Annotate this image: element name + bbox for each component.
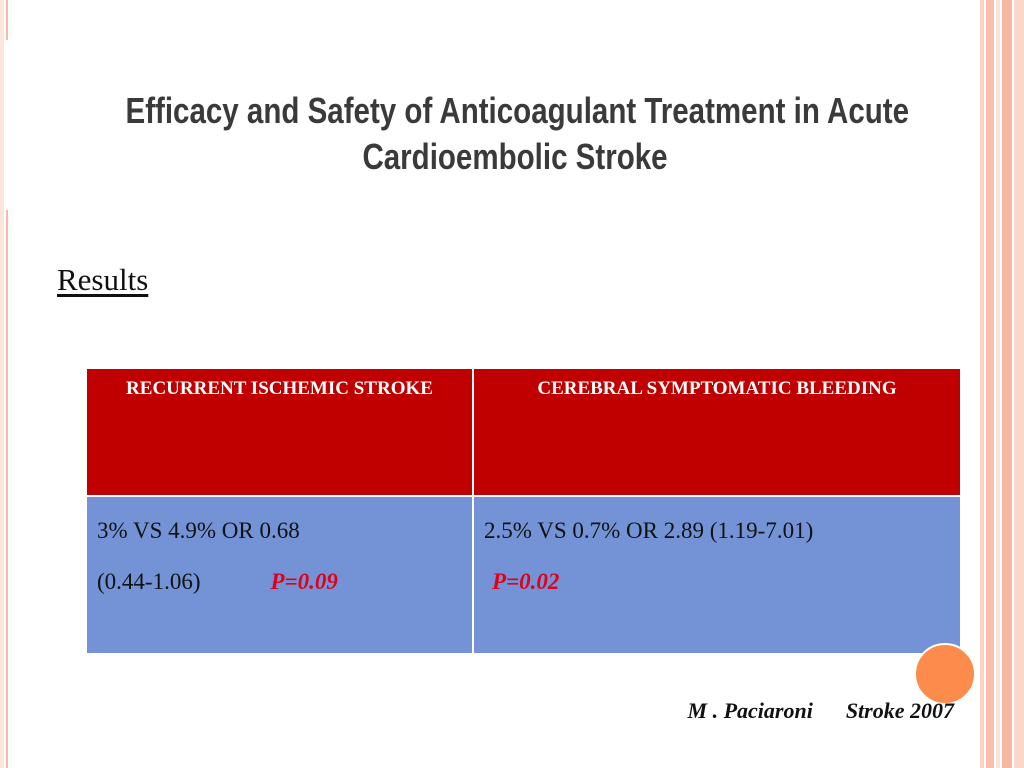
- table-row: [86, 496, 961, 654]
- cell-line: [97, 556, 462, 607]
- right-decor-bar: [996, 0, 1000, 768]
- table-header-row: [86, 368, 961, 496]
- right-decor-bar: [1002, 0, 1012, 768]
- left-decor-line: [6, 0, 8, 40]
- p-value: P=0.02: [492, 569, 560, 594]
- slide-title: [125, 88, 910, 180]
- slide-title-line2: Cardioembolic Stroke: [362, 136, 668, 177]
- cell-cerebral-bleeding: [473, 496, 961, 654]
- header-cerebral-bleeding: CEREBRAL SYMPTOMATIC BLEEDING: [473, 368, 961, 496]
- citation: [688, 698, 954, 724]
- citation-author: M . Paciaroni: [687, 698, 813, 723]
- confidence-interval: (0.44-1.06): [97, 569, 201, 594]
- p-value: P=0.09: [270, 569, 338, 594]
- header-recurrent-stroke: RECURRENT ISCHEMIC STROKE: [86, 368, 473, 496]
- right-decor-bar: [1014, 0, 1024, 768]
- citation-source: Stroke 2007: [845, 698, 954, 723]
- section-heading: Results: [57, 262, 149, 297]
- left-decor-line-lower: [6, 210, 8, 768]
- left-decor-bar: [0, 0, 4, 768]
- cell-line: [484, 556, 950, 607]
- accent-circle: [914, 643, 976, 705]
- slide-title-line1: Efficacy and Safety of Anticoagulant Treatment in Acute: [125, 90, 910, 131]
- right-decor-bar: [986, 0, 994, 768]
- results-table: [85, 367, 962, 655]
- right-decor-bar: [980, 0, 984, 768]
- cell-line: 3% VS 4.9% OR 0.68: [97, 518, 300, 543]
- cell-line: 2.5% VS 0.7% OR 2.89 (1.19-7.01): [484, 518, 814, 543]
- cell-recurrent-stroke: [86, 496, 473, 654]
